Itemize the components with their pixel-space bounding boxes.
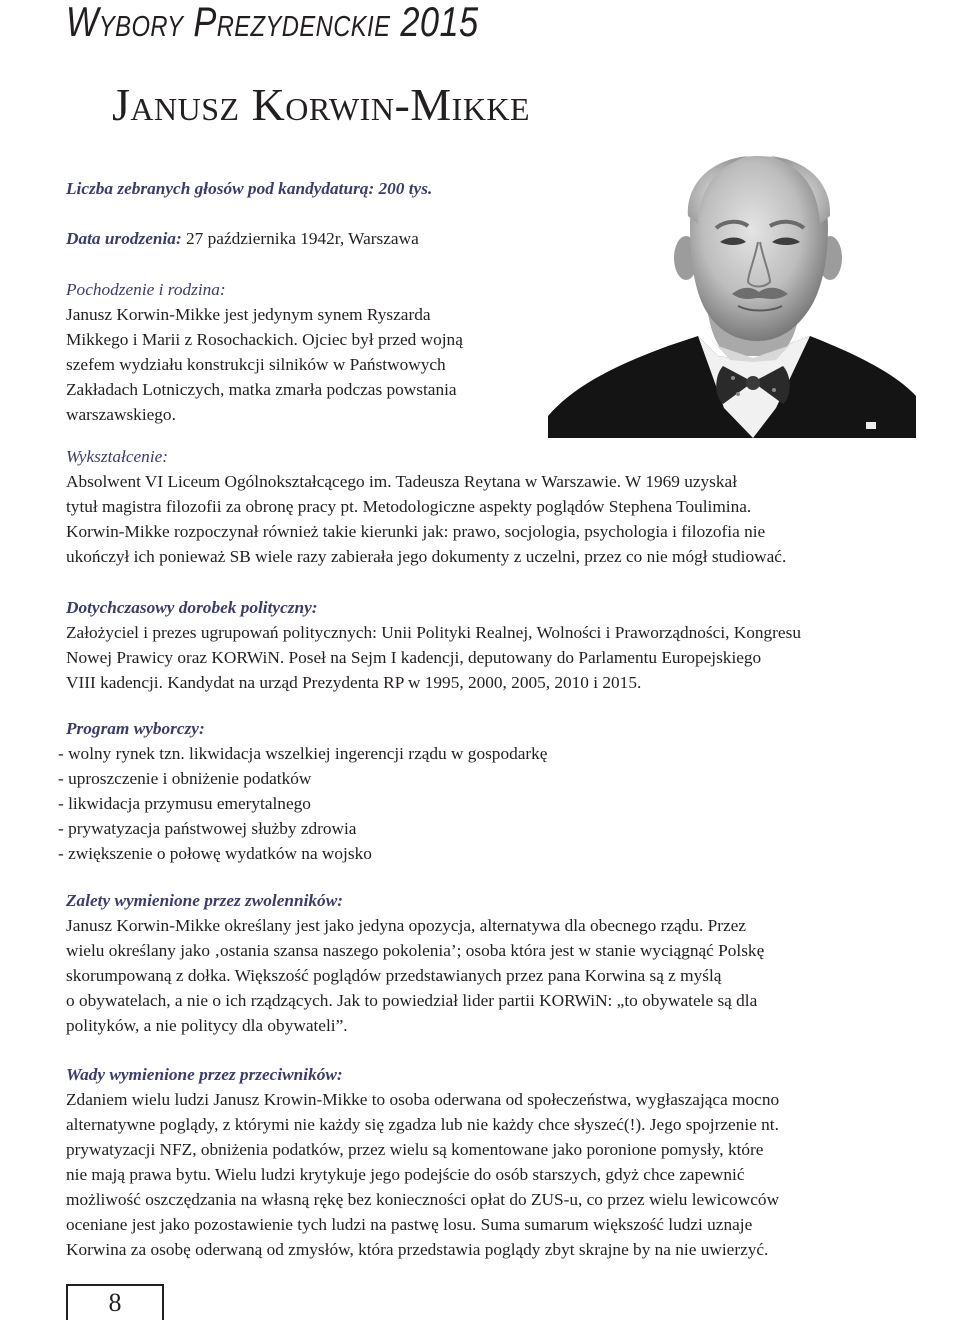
origin-line: Janusz Korwin-Mikke jest jedynym synem Ryszarda: [66, 305, 431, 324]
cons-line: prywatyzacji NFZ, obniżenia podatków, przez wielu są komentowane jako poronione pomysły, które: [66, 1140, 764, 1159]
candidate-portrait-photo: [548, 146, 916, 438]
politics-heading: Dotychczasowy dorobek polityczny:: [66, 598, 318, 617]
politics-section: [66, 595, 801, 695]
cons-section: [66, 1062, 779, 1262]
series-title: Wybory Prezydenckie 2015: [66, 0, 479, 45]
page-number: 8: [66, 1284, 164, 1320]
birth-value: 27 października 1942r, Warszawa: [181, 229, 419, 248]
birth-line: [66, 226, 419, 251]
cons-line: alternatywne poglądy, z którymi nie każdy się zgadza lub nie każdy chce słyszeć(!). Jego spojrzenie nt.: [66, 1115, 779, 1134]
politics-line: Nowej Prawicy oraz KORWiN. Poseł na Sejm I kadencji, deputowany do Parlamentu Europejskiego: [66, 648, 762, 667]
pros-heading: Zalety wymienione przez zwolenników:: [66, 891, 343, 910]
program-item: - wolny rynek tzn. likwidacja wszelkiej ingerencji rządu w gospodarkę: [58, 744, 548, 763]
pros-line: wielu określany jako ‚ostania szansa naszego pokolenia’; osoba która jest w stanie wyciągnąć Polskę: [66, 941, 765, 960]
program-item: - prywatyzacja państwowej służby zdrowia: [58, 819, 357, 838]
cons-line: Korwina za osobę oderwaną od zmysłów, która przedstawia poglądy zbyt skrajne by na nie uwierzyć.: [66, 1240, 769, 1259]
program-heading-block: [66, 716, 205, 741]
origin-line: Mikkego i Marii z Rosochackich. Ojciec był przed wojną: [66, 330, 463, 349]
origin-line: warszawskiego.: [66, 405, 176, 424]
program-list: [58, 741, 547, 866]
education-line: tytuł magistra filozofii za obronę pracy pt. Metodologiczne aspekty poglądów Stephena Toulimina.: [66, 497, 752, 516]
pros-line: o obywatelach, a nie o ich rządzących. Jak to powiedział lider partii KORWiN: „to obywatele są dla: [66, 991, 758, 1010]
cons-line: Zdaniem wielu ludzi Janusz Krowin-Mikke to osoba oderwana od społeczeństwa, wygłaszająca mocno: [66, 1090, 780, 1109]
politics-line: Założyciel i prezes ugrupowań politycznych: Unii Polityki Realnej, Wolności i Praworządności, Kongresu: [66, 623, 801, 642]
origin-line: szefem wydziału konstrukcji silników w Państwowych: [66, 355, 446, 374]
program-heading: Program wyborczy:: [66, 719, 205, 738]
program-item: - zwiększenie o połowę wydatków na wojsko: [58, 844, 372, 863]
pros-section: [66, 888, 764, 1038]
votes-line: [66, 176, 432, 201]
education-line: Korwin-Mikke rozpoczynał również takie kierunki jak: prawo, socjologia, psychologia i filozofia nie: [66, 522, 766, 541]
cons-line: możliwość oszczędzania na własną rękę bez konieczności opłat do ZUS-u, co przez wielu lewicowców: [66, 1190, 780, 1209]
pros-line: Janusz Korwin-Mikke określany jest jako jedyna opozycja, alternatywa dla obecnego rządu. Przez: [66, 916, 746, 935]
education-line: Absolwent VI Liceum Ogólnokształcącego im. Tadeusza Reytana w Warszawie. W 1969 uzyskał: [66, 472, 738, 491]
cons-line: oceniane jest jako pozostawienie tych ludzi na pastwę losu. Suma sumarum większość ludzi uznaje: [66, 1215, 753, 1234]
origin-heading: Pochodzenie i rodzina:: [66, 280, 226, 299]
birth-label: Data urodzenia:: [66, 229, 182, 248]
education-section: [66, 444, 786, 569]
cons-line: nie mają prawa bytu. Wielu ludzi krytykuje jego podejście do osób starszych, gdyż chce zapewnić: [66, 1165, 745, 1184]
pros-line: polityków, a nie politycy dla obywateli”.: [66, 1016, 348, 1035]
politics-line: VIII kadencji. Kandydat na urząd Prezydenta RP w 1995, 2000, 2005, 2010 i 2015.: [66, 673, 642, 692]
candidate-name: Janusz Korwin-Mikke: [112, 79, 531, 130]
origin-section: [66, 277, 463, 427]
program-item: - likwidacja przymusu emerytalnego: [58, 794, 311, 813]
cons-heading: Wady wymienione przez przeciwników:: [66, 1065, 343, 1084]
education-heading: Wykształcenie:: [66, 447, 169, 466]
education-line: ukończył ich ponieważ SB wiele razy zabierała jego dokumenty z uczelni, przez co nie mógł studiować.: [66, 547, 787, 566]
origin-line: Zakładach Lotniczych, matka zmarła podczas powstania: [66, 380, 457, 399]
votes-label: Liczba zebranych głosów pod kandydaturą: 200 tys.: [66, 179, 433, 198]
pros-line: skorumpowaną z dołka. Większość poglądów przedstawianych przez pana Korwina są z myślą: [66, 966, 722, 985]
program-item: - uproszczenie i obniżenie podatków: [58, 769, 312, 788]
